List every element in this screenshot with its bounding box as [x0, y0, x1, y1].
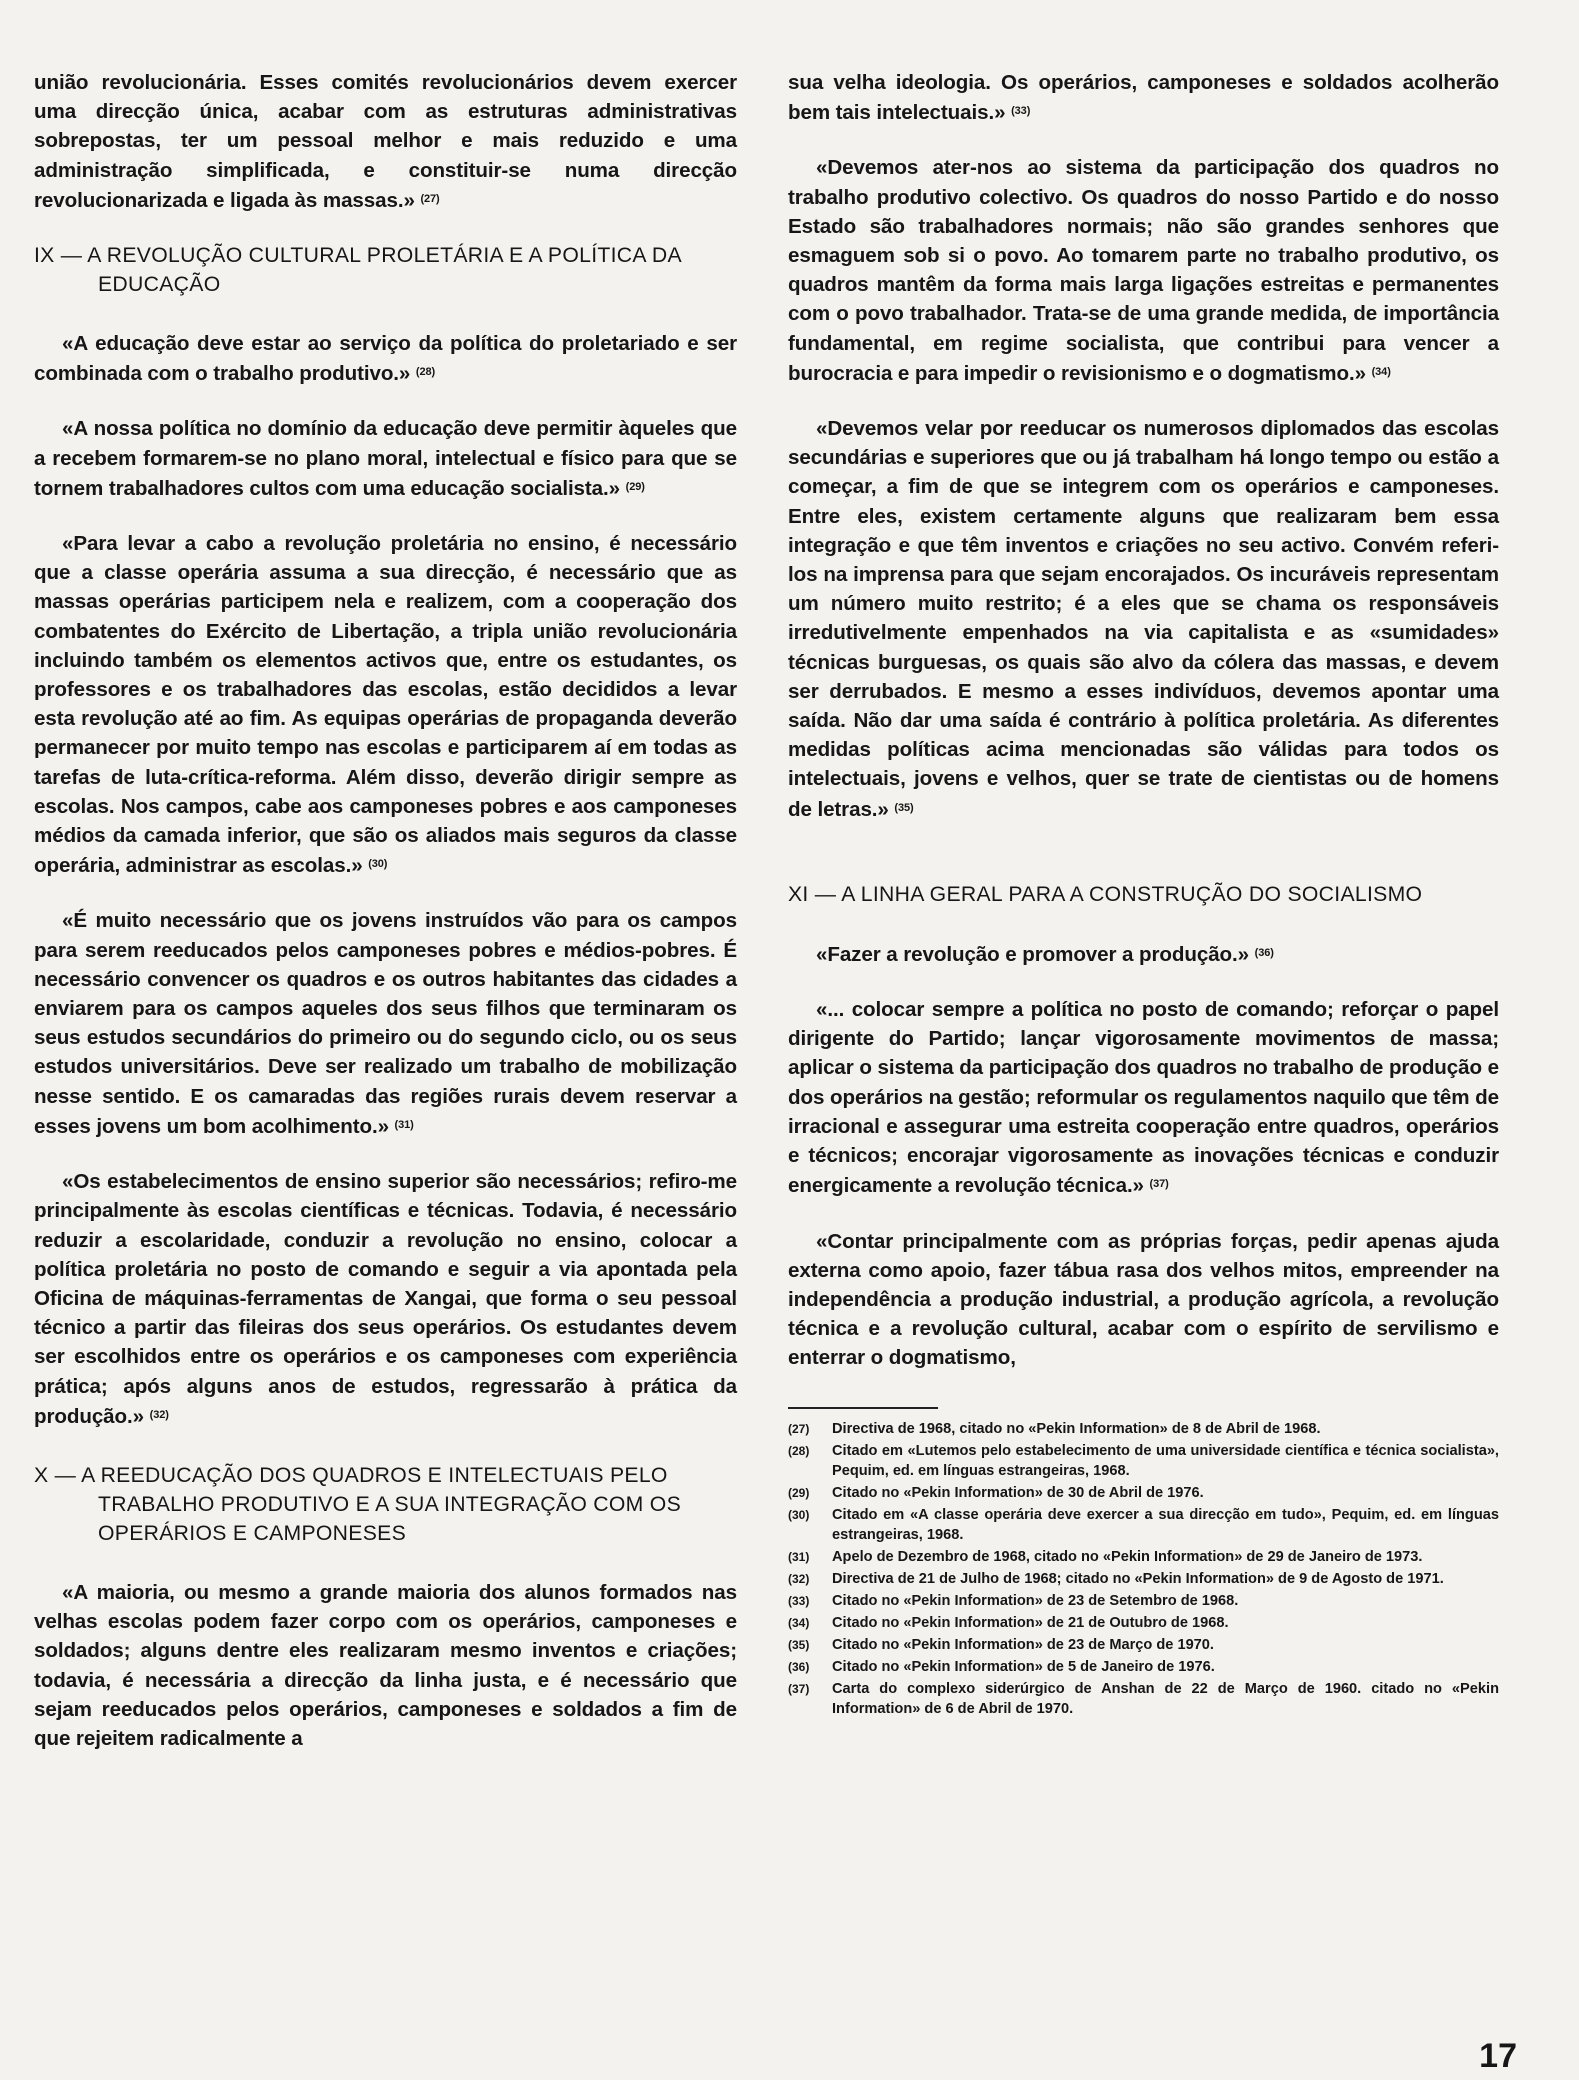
right-column — [788, 68, 1499, 1721]
footnote-number: (30) — [788, 1507, 810, 1522]
footnote — [788, 1613, 1499, 1633]
paragraph: «Contar principalmente com as próprias forças, pedir apenas ajuda externa como apoio, fazer tábua rasa dos velhos mitos, empreender na independência a produção industrial, a produção agrícola, a revolução técnica e a revolução cultural, acabar com o espírito de servilismo e enterrar o dogmatismo, — [788, 1229, 1499, 1370]
footnote-number: (36) — [788, 1659, 810, 1674]
footnote — [788, 1419, 1499, 1439]
footnote — [788, 1679, 1499, 1719]
footnote — [788, 1569, 1499, 1589]
footnote-text: Citado no «Pekin Information» de 21 de Outubro de 1968. — [832, 1614, 1229, 1631]
paragraph: «Fazer a revolução e promover a produção.» $^{(36)}$ — [816, 942, 1274, 966]
page-number: 17 — [1479, 2037, 1517, 2075]
paragraph: «A nossa política no domínio da educação deve permitir àqueles que a recebem formarem-se no plano moral, intelectual e físico para que se tornem trabalhadores cultos com uma educação socialista.» $^{(29)}$ — [34, 417, 737, 500]
footnote-text: Citado no «Pekin Information» de 5 de Janeiro de 1976. — [832, 1658, 1215, 1675]
footnote-number: (27) — [788, 1421, 810, 1436]
left-column — [34, 68, 737, 1779]
section-heading-x: X — A REEDUCAÇÃO DOS QUADROS E INTELECTUAIS PELO TRABALHO PRODUTIVO E A SUA INTEGRAÇÃO COM OS OPERÁRIOS E CAMPONESES — [34, 1463, 682, 1545]
paragraph: «Os estabelecimentos de ensino superior são necessários; refiro-me principalmente às escolas científicas e técnicas. Todavia, é necessário reduzir a escolaridade, conduzir a revolução no ensino, colocar a política proletária no posto de comando e seguir a via apontada pela Oficina de máquinas-ferramentas de Xangai, que forma o seu pessoal técnico a partir das fileiras dos seus operários. Os estudantes devem ser escolhidos entre os operários e os camponeses com experiência prática; após alguns anos de estudos, regressarão à prática da produção.» $^{(32)}$ — [34, 1170, 737, 1428]
paragraph: «É muito necessário que os jovens instruídos vão para os campos para serem reeducados pelos camponeses pobres e médios-pobres. É necessário convencer os quadros e os outros habitantes das cidades a enviarem para os campos aqueles dos seus filhos que terminaram os seus estudos secundários do primeiro ou do segundo ciclo, ou os seus estudos universitários. Deve ser realizado um trabalho de mobilização nesse sentido. E os camaradas das regiões rurais devem reservar a esses jovens um bom acolhimento.» $^{(31)}$ — [34, 909, 737, 1138]
paragraph: «... colocar sempre a política no posto de comando; reforçar o papel dirigente do Partido; lançar vigorosamente movimentos de massa; aplicar o sistema da participação dos quadros no trabalho de produção e dos operários na gestão; reformular os regulamentos naquilo que têm de irracional e assegurar uma estreita cooperação entre quadros, operários e técnicos; encorajar vigorosamente as inovações técnicas e conduzir energicamente a revolução técnica.» $^{(37)}$ — [788, 998, 1499, 1198]
footnote-number: (33) — [788, 1593, 810, 1608]
footnote-number: (34) — [788, 1615, 810, 1630]
footnote — [788, 1441, 1499, 1481]
footnote-number: (37) — [788, 1681, 810, 1696]
footnote-number: (32) — [788, 1571, 810, 1586]
footnote-text: Citado no «Pekin Information» de 23 de Setembro de 1968. — [832, 1592, 1239, 1609]
paragraph: união revolucionária. Esses comités revolucionários devem exercer uma direcção única, acabar com as estruturas administrativas sobrepostas, ter um pessoal melhor e mais reduzido e uma administração simplificada, e constituir-se numa direcção revolucionarizada e ligada às massas.» $^{(27)}$ — [34, 71, 737, 212]
footnote-text: Carta do complexo siderúrgico de Anshan de 22 de Março de 1960. citado no «Pekin Information» de 6 de Abril de 1970. — [832, 1680, 1499, 1717]
footnote-divider — [788, 1407, 938, 1409]
footnote-number: (31) — [788, 1549, 810, 1564]
footnote-text: Citado no «Pekin Information» de 23 de Março de 1970. — [832, 1636, 1214, 1653]
footnote — [788, 1483, 1499, 1503]
paragraph: «Devemos ater-nos ao sistema da participação dos quadros no trabalho produtivo colectivo. Os quadros do nosso Partido e do nosso Estado são trabalhadores normais; não são grandes senhores que esmaguem sob si o povo. Ao tomarem parte no trabalho produtivo, os quadros mantêm da forma mais larga ligações estreitas e permanentes com o povo trabalhador. Trata-se de uma grande medida, de importância fundamental, em regime socialista, que contribui para vencer a burocracia e para impedir o revisionismo e o dogmatismo.» $^{(34)}$ — [788, 156, 1499, 385]
footnote-text: Citado em «Lutemos pelo estabelecimento de uma universidade científica e técnica socialista», Pequim, ed. em línguas estrangeiras, 1968. — [832, 1442, 1499, 1479]
paragraph: «Para levar a cabo a revolução proletária no ensino, é necessário que a classe operária assuma a sua direcção, é necessário que as massas operárias participem nela e realizem, com a cooperação dos combatentes do Exército de Libertação, a tripla união revolucionária incluindo também os elementos activos que, entre os estudantes, os professores e os trabalhadores das escolas, estão decididos a levar esta revolução até ao fim. As equipas operárias de propaganda deverão permanecer por muito tempo nas escolas e participarem aí em todas as tarefas de luta-crítica-reforma. Além disso, deverão dirigir sempre as escolas. Nos campos, cabe aos camponeses pobres e aos camponeses médios da camada inferior, que são os aliados mais seguros da classe operária, administrar as escolas.» $^{(30)}$ — [34, 532, 737, 878]
footnote-number: (35) — [788, 1637, 810, 1652]
paragraph: sua velha ideologia. Os operários, camponeses e soldados acolherão bem tais intelectuais.» $^{(33)}$ — [788, 71, 1499, 125]
footnote-number: (28) — [788, 1443, 810, 1458]
footnote-text: Directiva de 21 de Julho de 1968; citado no «Pekin Information» de 9 de Agosto de 1971. — [832, 1570, 1444, 1587]
footnotes — [788, 1419, 1499, 1719]
footnote — [788, 1547, 1499, 1567]
footnote-text: Apelo de Dezembro de 1968, citado no «Pekin Information» de 29 de Janeiro de 1973. — [832, 1548, 1423, 1565]
section-heading-xi: XI — A LINHA GERAL PARA A CONSTRUÇÃO DO SOCIALISMO — [788, 882, 1423, 906]
footnote-text: Citado em «A classe operária deve exercer a sua direcção em tudo», Pequim, ed. em línguas estrangeiras, 1968. — [832, 1506, 1499, 1543]
footnote — [788, 1505, 1499, 1545]
footnote-text: Citado no «Pekin Information» de 30 de Abril de 1976. — [832, 1484, 1204, 1501]
paragraph: «A maioria, ou mesmo a grande maioria dos alunos formados nas velhas escolas podem fazer corpo com os operários, camponeses e soldados; alguns dentre eles realizaram mesmo inventos e criações; todavia, é necessária a direcção da linha justa, e é necessário que sejam reeducados pelos operários, camponeses e soldados a fim de que rejeitem radicalmente a — [34, 1580, 737, 1750]
section-heading-ix: IX — A REVOLUÇÃO CULTURAL PROLETÁRIA E A POLÍTICA DA EDUCAÇÃO — [34, 244, 681, 297]
footnote — [788, 1591, 1499, 1611]
footnote-number: (29) — [788, 1485, 810, 1500]
footnote — [788, 1635, 1499, 1655]
footnote-text: Directiva de 1968, citado no «Pekin Information» de 8 de Abril de 1968. — [832, 1420, 1321, 1437]
paragraph: «Devemos velar por reeducar os numerosos diplomados das escolas secundárias e superiores que ou já trabalham há longo tempo ou estão a começar, a fim de que se integrem com os operários e camponeses. Entre eles, existem certamente alguns que realizaram bem essa integração e que têm inventos e criações no seu activo. Convém referi-los na imprensa para que sejam encorajados. Os incuráveis representam um número muito restrito; é a eles que se chama os responsáveis irredutivelmente empenhados na via capitalista e as «sumidades» técnicas burguesas, os quais são alvo da cólera das massas, e devem ser derrubados. E mesmo a esses indivíduos, devemos apontar uma saída. Não dar uma saída é contrário à política proletária. As diferentes medidas políticas acima mencionadas são válidas para todos os intelectuais, jovens e velhos, quer se trate de cientistas ou de homens de letras.» $^{(35)}$ — [788, 417, 1499, 821]
paragraph: «A educação deve estar ao serviço da política do proletariado e ser combinada com o trabalho produtivo.» $^{(28)}$ — [34, 332, 737, 386]
footnote — [788, 1657, 1499, 1677]
